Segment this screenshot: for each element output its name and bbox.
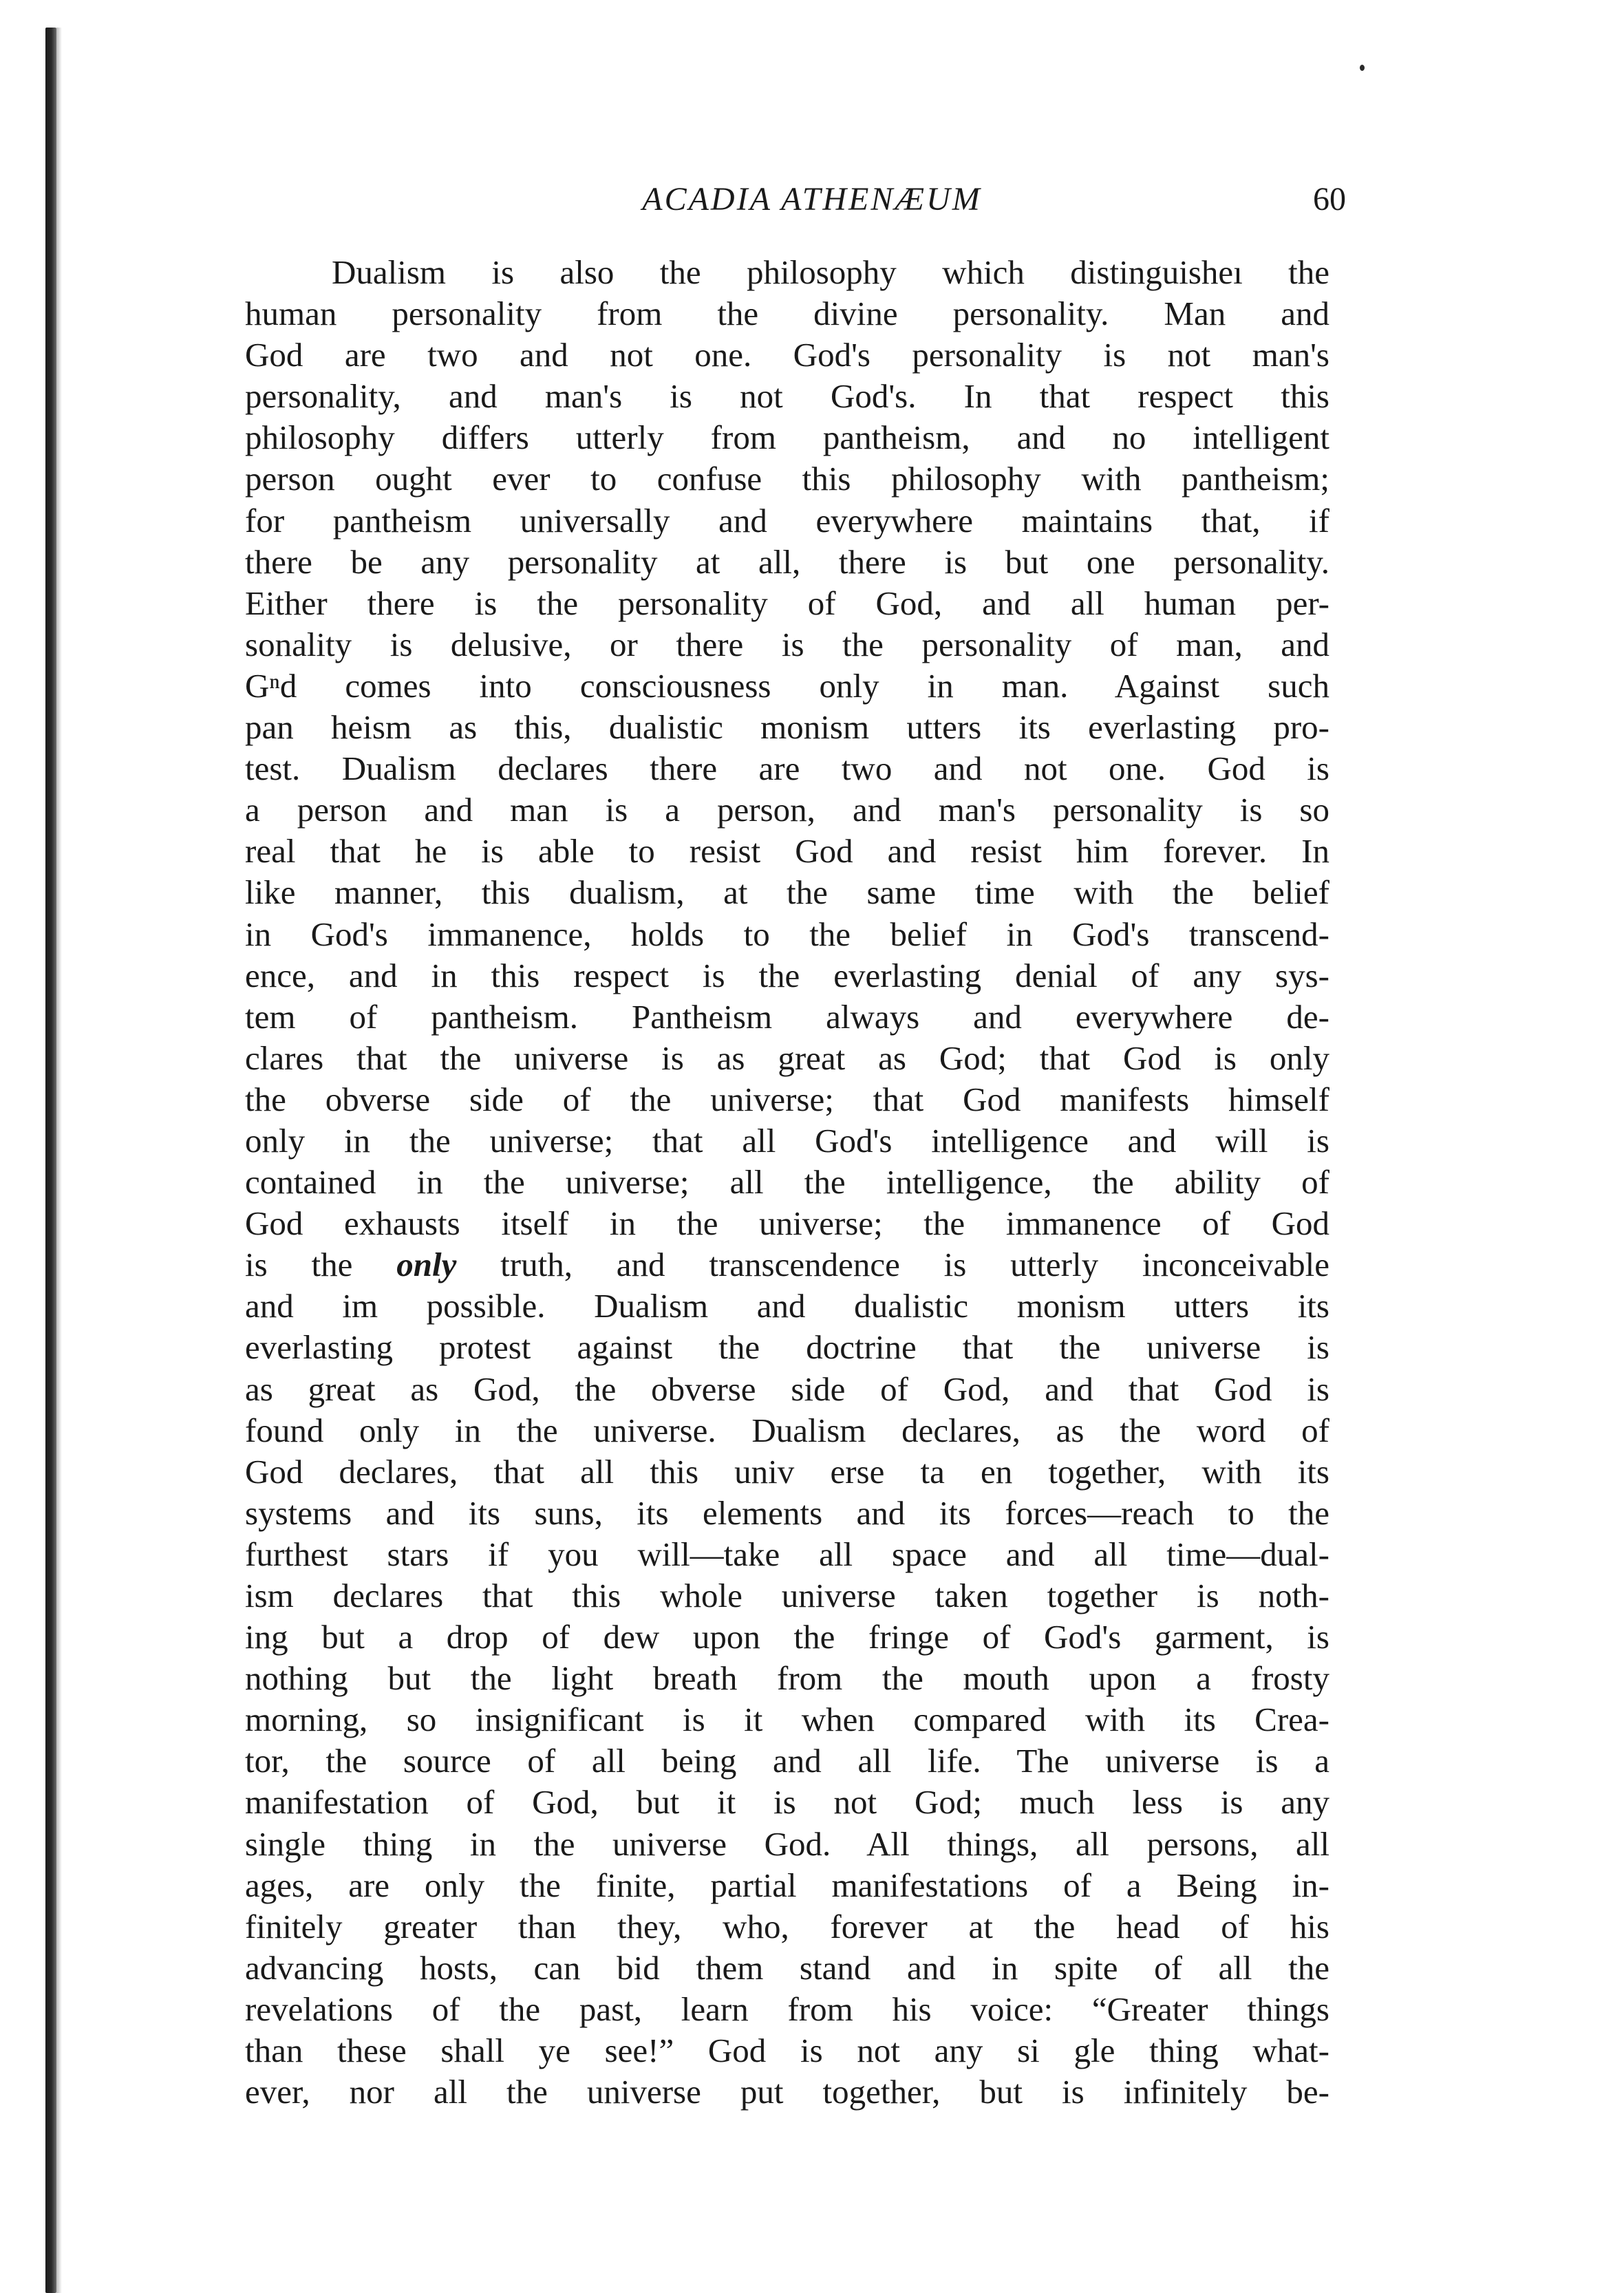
text-line: tor, the source of all being and all life. The universe is a [245,1742,1329,1780]
text-line: advancing hosts, can bid them stand and in spite of all the [245,1948,1329,1987]
text-line: ence, and in this respect is the everlasting denial of any sys- [245,956,1329,994]
text-line: God exhausts itself in the universe; the immanence of God [245,1204,1329,1243]
text-line: Dualism is also the philosophy which distinguisheı the [332,253,1329,291]
text-line: God are two and not one. God's personality is not man's [245,336,1329,374]
text-line: there be any personality at all, there is but one personality. [245,542,1329,581]
text-line: finitely greater than they, who, forever at the head of his [245,1907,1329,1945]
text-line: pan heism as this, dualistic monism utters its everlasting pro- [245,708,1329,747]
text-line: real that he is able to resist God and resist him forever. In [245,832,1329,871]
page-binding-edge [45,28,56,2293]
text-line: revelations of the past, learn from his voice: “Greater things [245,1990,1329,2028]
text-line: ing but a drop of dew upon the fringe of God's garment, is [245,1618,1329,1656]
text-line: sonality is delusive, or there is the personality of man, and [245,625,1329,663]
text-line: clares that the universe is as great as God; that God is only [245,1038,1329,1077]
print-speck [1360,65,1365,71]
text-line: ever, nor all the universe put together, but is infinitely be- [245,2073,1329,2111]
text-line: and im possible. Dualism and dualistic monism utters its [245,1287,1329,1325]
text-line: found only in the universe. Dualism declares, as the word of [245,1411,1329,1449]
text-line: in God's immanence, holds to the belief in God's transcend- [245,915,1329,953]
text-line: like manner, this dualism, at the same time with the belief [245,873,1329,912]
text-line: single thing in the universe God. All things, all persons, all [245,1824,1329,1863]
text-line: manifestation of God, but it is not God; much less is any [245,1783,1329,1822]
text-line: systems and its suns, its elements and its forces—reach to the [245,1493,1329,1532]
emphasis: only [396,1246,457,1284]
text-line: is the only truth, and transcendence is utterly inconceivable [245,1246,1329,1284]
text-line: nothing but the light breath from the mouth upon a frosty [245,1659,1329,1698]
text-line: a person and man is a person, and man's personality is so [245,791,1329,829]
running-title: ACADIA ATHENÆUM [642,181,982,217]
body-text [245,252,1329,2113]
text-line: test. Dualism declares there are two and not one. God is [245,749,1329,788]
running-head [0,180,1624,228]
text-line: everlasting protest against the doctrine that the universe is [245,1328,1329,1367]
text-line: ages, are only the finite, partial manifestations of a Being in- [245,1866,1329,1904]
text-line: morning, so insignificant is it when compared with its Crea- [245,1700,1329,1739]
page-number: 60 [1313,181,1346,217]
binding-shadow [56,28,62,2293]
text-line: tem of pantheism. Pantheism always and everywhere de- [245,997,1329,1036]
text-line: philosophy differs utterly from pantheism, and no intelligent [245,418,1329,457]
text-line: than these shall ye see!” God is not any si gle thing what- [245,2031,1329,2070]
text-line: Gⁿd comes into consciousness only in man. Against such [245,666,1329,705]
text-line: human personality from the divine personality. Man and [245,295,1329,333]
text-line: personality, and man's is not God's. In that respect this [245,377,1329,416]
text-line: only in the universe; that all God's intelligence and will is [245,1121,1329,1160]
text-line: ism declares that this whole universe taken together is noth- [245,1577,1329,1614]
text-line: God declares, that all this univ erse ta en together, with its [245,1452,1329,1491]
text-line: the obverse side of the universe; that God manifests himself [245,1080,1329,1118]
text-line: as great as God, the obverse side of God, and that God is [245,1369,1329,1408]
text-line: for pantheism universally and everywhere maintains that, if [245,501,1329,540]
text-line: contained in the universe; all the intelligence, the ability of [245,1163,1329,1202]
text-line: person ought ever to confuse this philosophy with pantheism; [245,460,1329,498]
text-line: furthest stars if you will—take all space and all time—dual- [245,1535,1329,1573]
text-line: Either there is the personality of God, and all human per- [245,584,1329,622]
